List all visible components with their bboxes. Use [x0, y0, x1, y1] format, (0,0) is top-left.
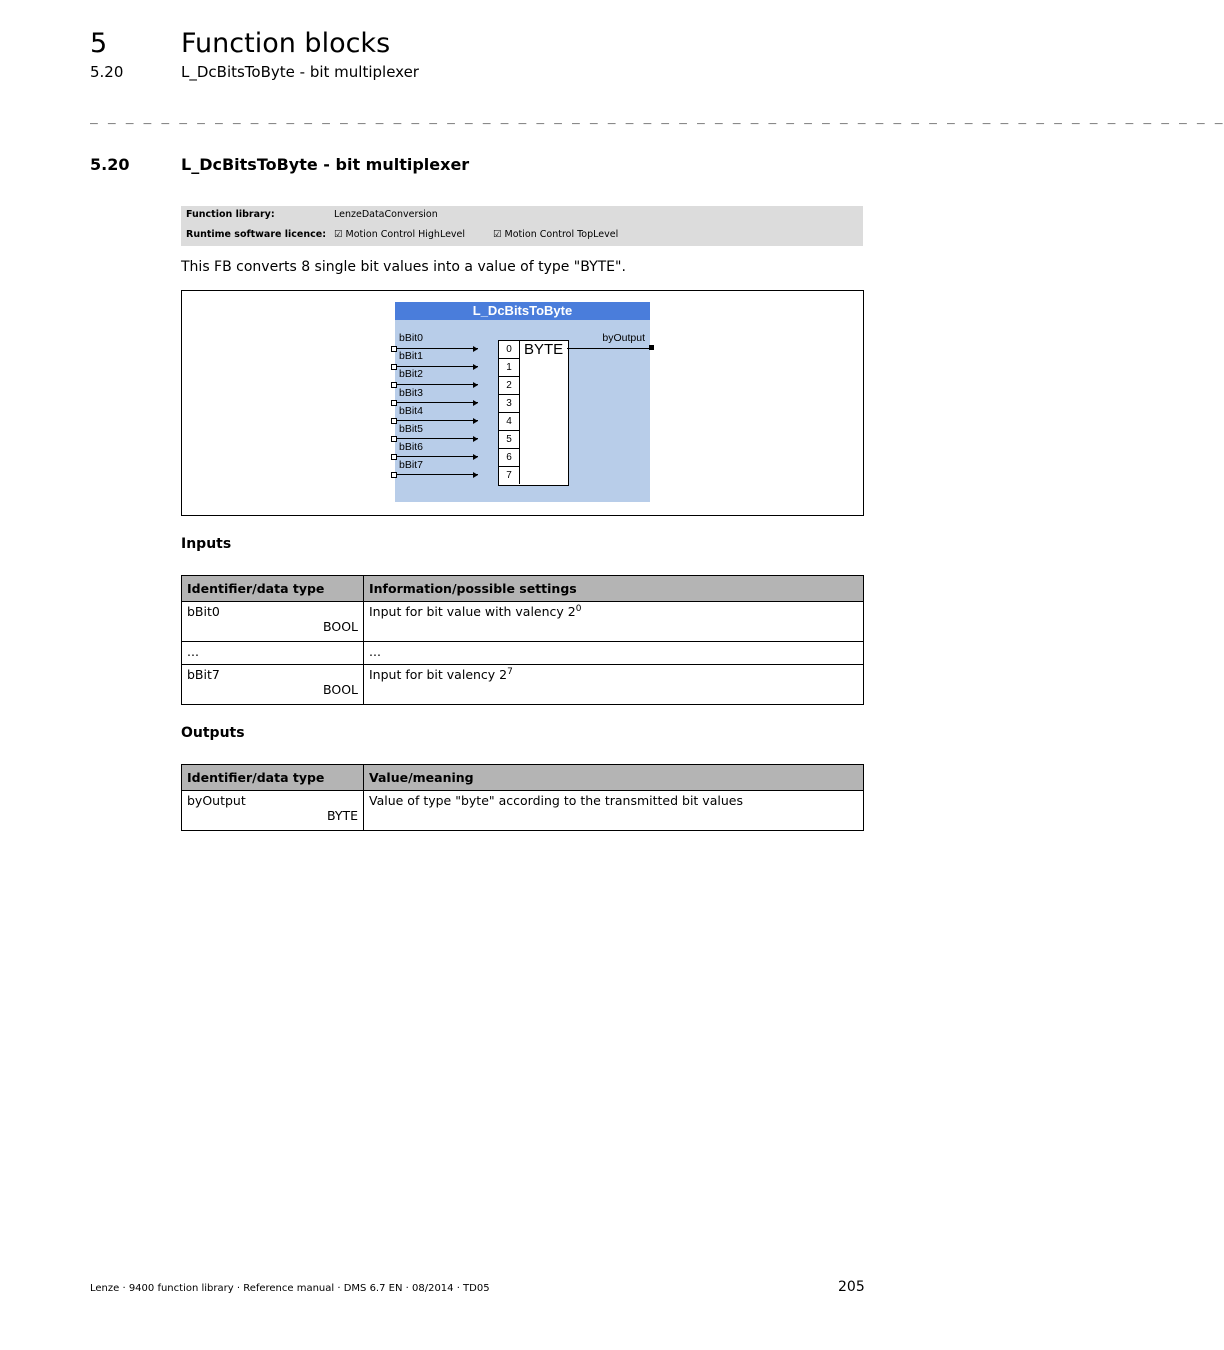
- bit-number: 6: [499, 449, 520, 467]
- arrow-icon: [473, 382, 478, 388]
- info-text: Input for bit value with valency 2: [369, 604, 576, 620]
- info-text: ...: [369, 644, 381, 659]
- info-cell: [364, 602, 864, 642]
- library-info-box: [181, 206, 863, 246]
- section-title: L_DcBitsToByte - bit multiplexer: [181, 155, 470, 174]
- running-section-title: L_DcBitsToByte - bit multiplexer: [181, 63, 419, 81]
- identifier-cell: [182, 602, 364, 642]
- function-block: [395, 302, 650, 502]
- info-cell: [364, 791, 864, 831]
- identifier-cell: [182, 665, 364, 705]
- info-cell: [364, 642, 864, 665]
- output-terminal: [649, 345, 654, 350]
- identifier: ...: [187, 644, 199, 659]
- info-cell: [364, 665, 864, 705]
- input-line: [395, 366, 478, 367]
- input-terminal: [391, 418, 397, 424]
- input-terminal: [391, 472, 397, 478]
- page-number: 205: [838, 1279, 865, 1295]
- arrow-icon: [473, 400, 478, 406]
- input-terminal: [391, 436, 397, 442]
- identifier: bBit7: [187, 667, 220, 682]
- table-row: [182, 642, 864, 665]
- outputs-table: [181, 764, 864, 831]
- input-line: [395, 474, 478, 475]
- arrow-icon: [473, 346, 478, 352]
- block-title: L_DcBitsToByte: [395, 302, 650, 320]
- input-terminal: [391, 364, 397, 370]
- bit-number: 1: [499, 359, 520, 377]
- input-label-bbit3: bBit3: [399, 387, 423, 399]
- running-section-number: 5.20: [90, 63, 124, 81]
- bit-number: 3: [499, 395, 520, 413]
- column-header: Value/meaning: [364, 765, 864, 791]
- data-type: BYTE: [326, 808, 358, 823]
- exponent: 7: [507, 667, 513, 677]
- input-terminal: [391, 346, 397, 352]
- outputs-heading: Outputs: [181, 725, 245, 741]
- licence-highlevel: ☑ Motion Control HighLevel: [334, 229, 466, 240]
- info-text: Input for bit valency 2: [369, 667, 508, 683]
- table-header-row: [182, 765, 864, 791]
- section-number: 5.20: [90, 155, 130, 174]
- byte-box: [498, 340, 569, 486]
- input-line: [395, 348, 478, 349]
- table-row: [182, 665, 864, 705]
- info-text: Value of type "byte" according to the transmitted bit values: [369, 793, 743, 808]
- input-line: [395, 420, 478, 421]
- input-terminal: [391, 382, 397, 388]
- licence-label: Runtime software licence:: [186, 229, 326, 240]
- input-line: [395, 402, 478, 403]
- chapter-title: Function blocks: [181, 28, 391, 59]
- intro-text: This FB converts 8 single bit values into a value of type "BYTE".: [181, 259, 626, 275]
- byte-label: BYTE: [524, 341, 564, 358]
- chapter-number: 5: [90, 28, 108, 59]
- data-type: BOOL: [323, 682, 358, 697]
- table-row: [182, 791, 864, 831]
- inputs-heading: Inputs: [181, 536, 232, 552]
- data-type: BOOL: [323, 619, 358, 634]
- arrow-icon: [473, 472, 478, 478]
- bit-number: 2: [499, 377, 520, 395]
- column-header: Identifier/data type: [182, 576, 364, 602]
- licence-toplevel: ☑ Motion Control TopLevel: [493, 229, 619, 240]
- input-terminal: [391, 400, 397, 406]
- function-block-figure: [181, 290, 864, 516]
- input-terminal: [391, 454, 397, 460]
- bit-number: 0: [499, 341, 520, 359]
- input-label-bbit6: bBit6: [399, 441, 423, 453]
- input-label-bbit4: bBit4: [399, 405, 423, 417]
- table-header-row: [182, 576, 864, 602]
- arrow-icon: [473, 364, 478, 370]
- identifier-cell: [182, 642, 364, 665]
- input-line: [395, 456, 478, 457]
- arrow-icon: [473, 436, 478, 442]
- input-label-bbit7: bBit7: [399, 459, 423, 471]
- input-label-bbit2: bBit2: [399, 368, 423, 380]
- identifier-cell: [182, 791, 364, 831]
- input-line: [395, 438, 478, 439]
- arrow-icon: [473, 418, 478, 424]
- inputs-table: [181, 575, 864, 705]
- output-line: [567, 348, 650, 349]
- bit-number: 7: [499, 467, 520, 484]
- library-label: Function library:: [186, 209, 275, 220]
- column-header: Information/possible settings: [364, 576, 864, 602]
- library-value: LenzeDataConversion: [334, 209, 438, 220]
- input-label-bbit1: bBit1: [399, 350, 423, 362]
- input-label-bbit5: bBit5: [399, 423, 423, 435]
- arrow-icon: [473, 454, 478, 460]
- identifier: byOutput: [187, 793, 246, 808]
- input-label-bbit0: bBit0: [399, 332, 423, 344]
- bit-number: 4: [499, 413, 520, 431]
- column-header: Identifier/data type: [182, 765, 364, 791]
- header-divider: _ _ _ _ _ _ _ _ _ _ _ _ _ _ _ _ _ _ _ _ _ _ _ _ _ _ _ _ _ _ _ _ _ _ _ _ _ _ _ _ _ _ _ _ _ _ _ _ _ _ _ _ _ _ _ _ _ _ _ _ _ _ _ _: [90, 110, 1224, 125]
- input-line: [395, 384, 478, 385]
- exponent: 0: [575, 604, 582, 614]
- identifier: bBit0: [187, 604, 220, 619]
- bit-number: 5: [499, 431, 520, 449]
- footer-text: Lenze · 9400 function library · Reference manual · DMS 6.7 EN · 08/2014 · TD05: [90, 1283, 490, 1294]
- output-label: byOutput: [602, 332, 645, 344]
- table-row: [182, 602, 864, 642]
